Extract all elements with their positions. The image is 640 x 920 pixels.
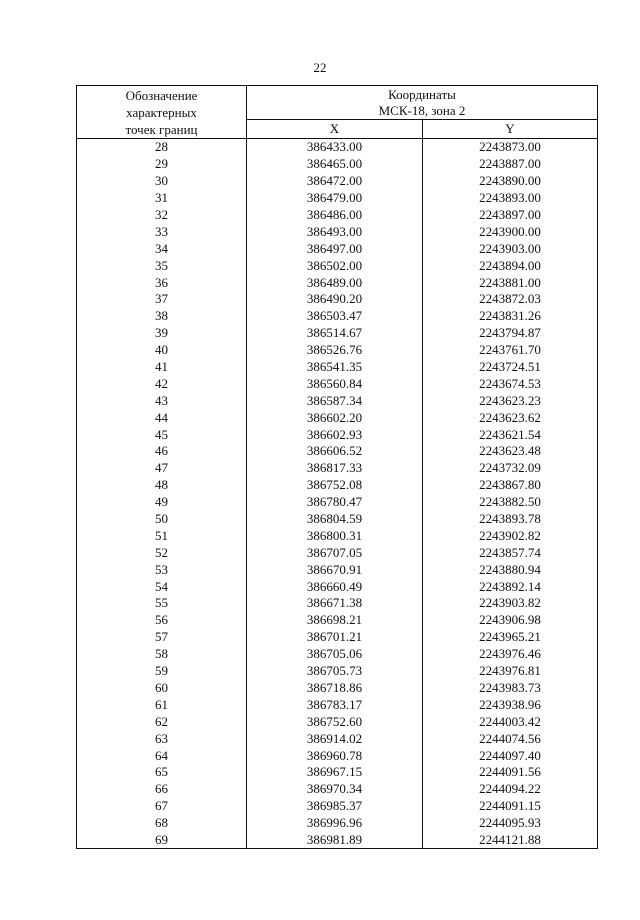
point-number-cell: 57	[77, 629, 247, 646]
table-row	[77, 511, 598, 528]
y-coordinate-cell: 2244091.15	[423, 798, 598, 815]
table-row	[77, 409, 598, 426]
y-coordinate-cell: 2243893.78	[423, 511, 598, 528]
x-coordinate-cell: 386698.21	[247, 612, 423, 629]
y-coordinate-cell: 2243872.03	[423, 291, 598, 308]
point-number-cell: 41	[77, 359, 247, 376]
point-number-cell: 42	[77, 375, 247, 392]
table-row	[77, 544, 598, 561]
y-coordinate-cell: 2243976.81	[423, 663, 598, 680]
y-coordinate-cell: 2243732.09	[423, 460, 598, 477]
table-row	[77, 764, 598, 781]
coordinates-table	[76, 85, 598, 849]
point-number-cell: 59	[77, 663, 247, 680]
x-coordinate-cell: 386705.73	[247, 663, 423, 680]
point-number-cell: 54	[77, 578, 247, 595]
y-coordinate-cell: 2244003.42	[423, 713, 598, 730]
x-coordinate-cell: 386752.08	[247, 477, 423, 494]
x-coordinate-cell: 386486.00	[247, 207, 423, 224]
x-coordinate-cell: 386602.93	[247, 426, 423, 443]
table-row	[77, 173, 598, 190]
table-row	[77, 460, 598, 477]
table-row	[77, 527, 598, 544]
y-coordinate-cell: 2243831.26	[423, 308, 598, 325]
point-number-cell: 48	[77, 477, 247, 494]
x-coordinate-cell: 386707.05	[247, 544, 423, 561]
x-coordinate-cell: 386718.86	[247, 680, 423, 697]
x-coordinate-cell: 386472.00	[247, 173, 423, 190]
x-coordinate-cell: 386752.60	[247, 713, 423, 730]
table-row	[77, 815, 598, 832]
y-coordinate-cell: 2243900.00	[423, 223, 598, 240]
x-coordinate-cell: 386671.38	[247, 595, 423, 612]
point-number-cell: 65	[77, 764, 247, 781]
table-header	[77, 86, 598, 139]
y-coordinate-cell: 2243976.46	[423, 646, 598, 663]
point-number-cell: 53	[77, 561, 247, 578]
coordinate-system: МСК-18, зона 2	[378, 102, 466, 118]
y-coordinate-cell: 2243794.87	[423, 325, 598, 342]
x-coordinate-cell: 386970.34	[247, 781, 423, 798]
table-row	[77, 747, 598, 764]
x-coordinate-cell: 386670.91	[247, 561, 423, 578]
y-coordinate-cell: 2243938.96	[423, 696, 598, 713]
point-number-cell: 55	[77, 595, 247, 612]
table-row	[77, 223, 598, 240]
y-coordinate-cell: 2244074.56	[423, 730, 598, 747]
point-number-cell: 63	[77, 730, 247, 747]
point-number-cell: 49	[77, 494, 247, 511]
x-coordinate-cell: 386705.06	[247, 646, 423, 663]
point-number-cell: 34	[77, 240, 247, 257]
table-row	[77, 291, 598, 308]
point-number-cell: 47	[77, 460, 247, 477]
table-row	[77, 595, 598, 612]
table-row	[77, 359, 598, 376]
y-coordinate-cell: 2243882.50	[423, 494, 598, 511]
table-row	[77, 139, 598, 156]
table-row	[77, 308, 598, 325]
table-row	[77, 696, 598, 713]
point-number-cell: 35	[77, 257, 247, 274]
point-number-cell: 58	[77, 646, 247, 663]
point-number-cell: 60	[77, 680, 247, 697]
x-coordinate-cell: 386465.00	[247, 156, 423, 173]
point-number-cell: 30	[77, 173, 247, 190]
x-coordinate-cell: 386804.59	[247, 511, 423, 528]
point-number-cell: 37	[77, 291, 247, 308]
y-coordinate-cell: 2244094.22	[423, 781, 598, 798]
x-coordinate-cell: 386800.31	[247, 527, 423, 544]
points-header-line-3: точек границ	[125, 121, 198, 137]
point-number-cell: 52	[77, 544, 247, 561]
y-coordinate-cell: 2243873.00	[423, 139, 598, 156]
point-number-cell: 51	[77, 527, 247, 544]
point-number-cell: 67	[77, 798, 247, 815]
y-coordinate-cell: 2243857.74	[423, 544, 598, 561]
table-row	[77, 207, 598, 224]
x-coordinate-cell: 386960.78	[247, 747, 423, 764]
x-coordinate-cell: 386817.33	[247, 460, 423, 477]
y-coordinate-cell: 2244091.56	[423, 764, 598, 781]
point-number-cell: 43	[77, 392, 247, 409]
x-coordinate-cell: 386503.47	[247, 308, 423, 325]
point-number-cell: 28	[77, 139, 247, 156]
y-coordinate-cell: 2243623.62	[423, 409, 598, 426]
point-number-cell: 66	[77, 781, 247, 798]
table-row	[77, 190, 598, 207]
point-number-cell: 45	[77, 426, 247, 443]
x-coordinate-cell: 386493.00	[247, 223, 423, 240]
y-coordinate-cell: 2243881.00	[423, 274, 598, 291]
y-coordinate-cell: 2243893.00	[423, 190, 598, 207]
table-row	[77, 443, 598, 460]
x-coordinate-cell: 386967.15	[247, 764, 423, 781]
y-coordinate-cell: 2243897.00	[423, 207, 598, 224]
table-row	[77, 578, 598, 595]
table-row	[77, 342, 598, 359]
point-number-cell: 46	[77, 443, 247, 460]
point-number-cell: 36	[77, 274, 247, 291]
points-header-line-2: характерных	[126, 104, 197, 120]
y-coordinate-cell: 2243906.98	[423, 612, 598, 629]
y-coordinate-cell: 2243880.94	[423, 561, 598, 578]
table-row	[77, 798, 598, 815]
y-coordinate-cell: 2243903.00	[423, 240, 598, 257]
table-row	[77, 274, 598, 291]
x-coordinate-cell: 386996.96	[247, 815, 423, 832]
table-row	[77, 156, 598, 173]
table-row	[77, 646, 598, 663]
x-coordinate-cell: 386587.34	[247, 392, 423, 409]
point-number-cell: 32	[77, 207, 247, 224]
point-number-cell: 69	[77, 832, 247, 849]
x-coordinate-cell: 386479.00	[247, 190, 423, 207]
table-body	[77, 139, 598, 849]
table-row	[77, 257, 598, 274]
table-row	[77, 832, 598, 849]
point-number-cell: 62	[77, 713, 247, 730]
y-coordinate-cell: 2243867.80	[423, 477, 598, 494]
point-number-cell: 33	[77, 223, 247, 240]
coordinates-title: Координаты	[388, 86, 456, 102]
table-row	[77, 663, 598, 680]
point-number-cell: 39	[77, 325, 247, 342]
table-row	[77, 477, 598, 494]
y-column-header: Y	[423, 120, 598, 139]
table-row	[77, 426, 598, 443]
y-coordinate-cell: 2243892.14	[423, 578, 598, 595]
y-coordinate-cell: 2243621.54	[423, 426, 598, 443]
point-number-cell: 64	[77, 747, 247, 764]
x-column-header: X	[247, 120, 423, 139]
point-number-cell: 38	[77, 308, 247, 325]
point-number-cell: 50	[77, 511, 247, 528]
coordinates-header	[247, 86, 598, 120]
point-number-cell: 56	[77, 612, 247, 629]
point-number-cell: 31	[77, 190, 247, 207]
y-coordinate-cell: 2244097.40	[423, 747, 598, 764]
x-coordinate-cell: 386526.76	[247, 342, 423, 359]
y-coordinate-cell: 2244121.88	[423, 832, 598, 849]
table-row	[77, 240, 598, 257]
x-coordinate-cell: 386701.21	[247, 629, 423, 646]
x-coordinate-cell: 386490.20	[247, 291, 423, 308]
x-coordinate-cell: 386502.00	[247, 257, 423, 274]
point-number-cell: 61	[77, 696, 247, 713]
y-coordinate-cell: 2243887.00	[423, 156, 598, 173]
x-coordinate-cell: 386541.35	[247, 359, 423, 376]
point-number-cell: 29	[77, 156, 247, 173]
table-row	[77, 730, 598, 747]
x-coordinate-cell: 386985.37	[247, 798, 423, 815]
x-coordinate-cell: 386914.02	[247, 730, 423, 747]
y-coordinate-cell: 2243890.00	[423, 173, 598, 190]
y-coordinate-cell: 2243983.73	[423, 680, 598, 697]
table-row	[77, 629, 598, 646]
point-number-cell: 68	[77, 815, 247, 832]
table-row	[77, 561, 598, 578]
y-coordinate-cell: 2243674.53	[423, 375, 598, 392]
table-row	[77, 781, 598, 798]
x-coordinate-cell: 386780.47	[247, 494, 423, 511]
table-row	[77, 612, 598, 629]
table-row	[77, 494, 598, 511]
x-coordinate-cell: 386783.17	[247, 696, 423, 713]
table-row	[77, 325, 598, 342]
table-row	[77, 713, 598, 730]
x-coordinate-cell: 386606.52	[247, 443, 423, 460]
x-coordinate-cell: 386433.00	[247, 139, 423, 156]
y-coordinate-cell: 2244095.93	[423, 815, 598, 832]
x-coordinate-cell: 386602.20	[247, 409, 423, 426]
y-coordinate-cell: 2243902.82	[423, 527, 598, 544]
point-number-cell: 44	[77, 409, 247, 426]
y-coordinate-cell: 2243724.51	[423, 359, 598, 376]
table-row	[77, 680, 598, 697]
page-number: 22	[313, 60, 327, 75]
table-row	[77, 392, 598, 409]
x-coordinate-cell: 386981.89	[247, 832, 423, 849]
points-header-line-1: Обозначение	[125, 87, 198, 103]
table-row	[77, 375, 598, 392]
y-coordinate-cell: 2243761.70	[423, 342, 598, 359]
x-coordinate-cell: 386489.00	[247, 274, 423, 291]
point-number-cell: 40	[77, 342, 247, 359]
y-coordinate-cell: 2243903.82	[423, 595, 598, 612]
x-coordinate-cell: 386560.84	[247, 375, 423, 392]
x-coordinate-cell: 386660.49	[247, 578, 423, 595]
y-coordinate-cell: 2243894.00	[423, 257, 598, 274]
y-coordinate-cell: 2243623.23	[423, 392, 598, 409]
x-coordinate-cell: 386514.67	[247, 325, 423, 342]
x-coordinate-cell: 386497.00	[247, 240, 423, 257]
y-coordinate-cell: 2243623.48	[423, 443, 598, 460]
y-coordinate-cell: 2243965.21	[423, 629, 598, 646]
points-column-header	[77, 86, 247, 139]
